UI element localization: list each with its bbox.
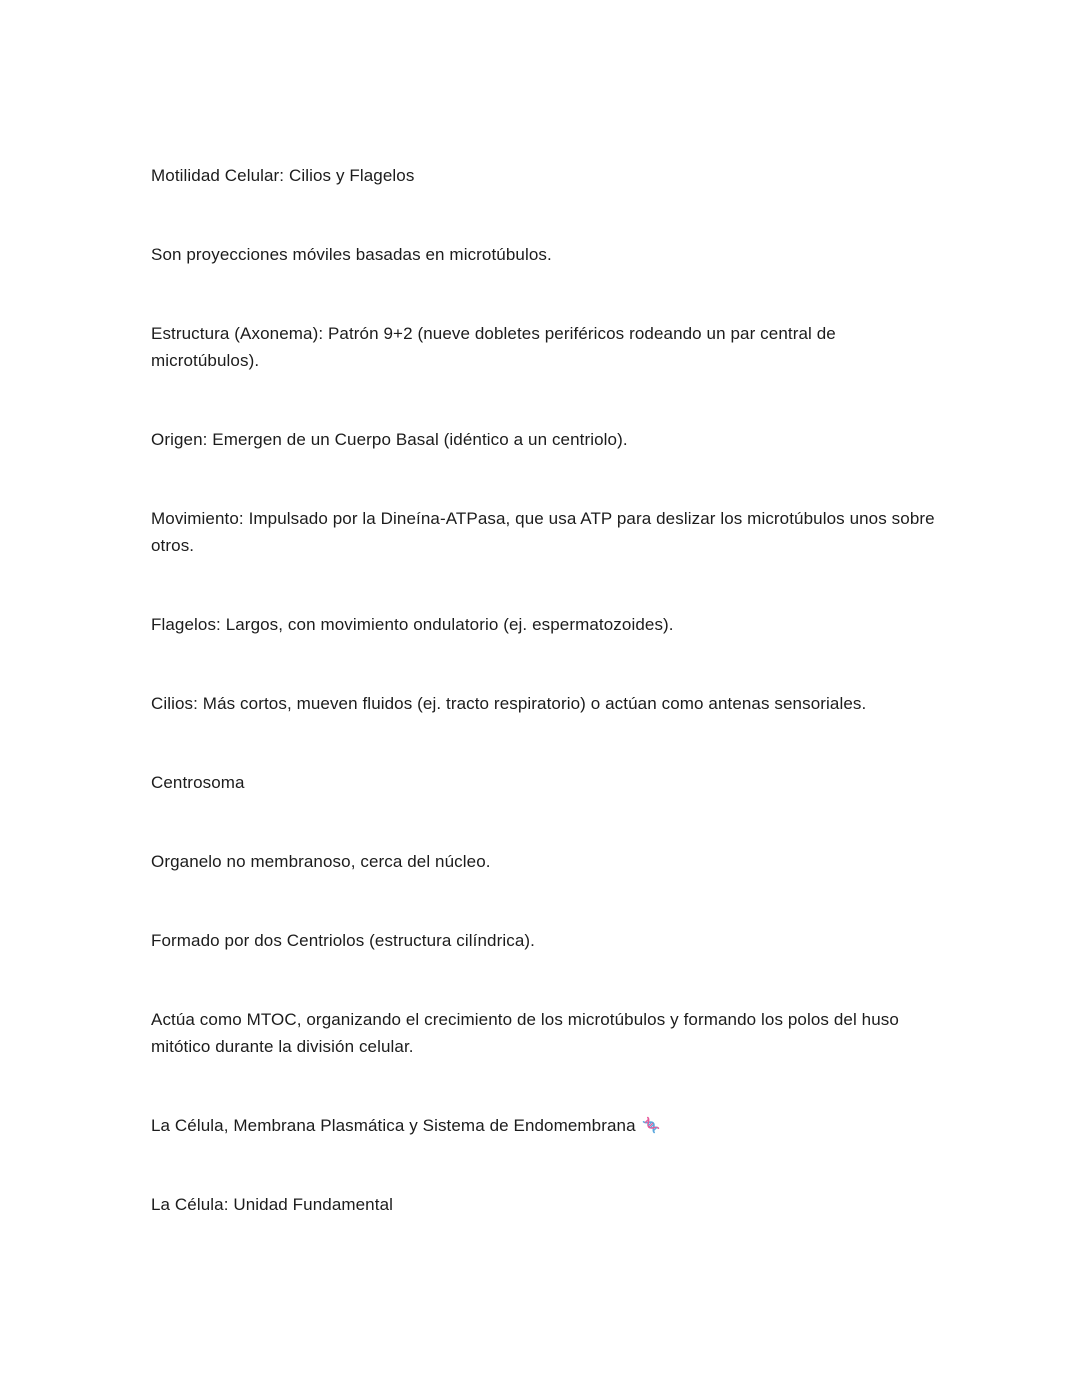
paragraph-proyecciones xyxy=(151,241,941,268)
heading-la-celula-unidad xyxy=(151,1191,941,1218)
paragraph-cilios xyxy=(151,690,941,717)
paragraph-text: La Célula: Unidad Fundamental xyxy=(151,1195,393,1214)
paragraph-movimiento xyxy=(151,505,941,559)
paragraph-text: Son proyecciones móviles basadas en microtúbulos. xyxy=(151,245,552,264)
paragraph-text: Formado por dos Centriolos (estructura cilíndrica). xyxy=(151,931,535,950)
notes-content xyxy=(151,162,941,1218)
paragraph-text: Cilios: Más cortos, mueven fluidos (ej. tracto respiratorio) o actúan como antenas sensoriales. xyxy=(151,694,867,713)
paragraph-text: Centrosoma xyxy=(151,773,245,792)
paragraph-origen xyxy=(151,426,941,453)
paragraph-organelo xyxy=(151,848,941,875)
paragraph-text: La Célula, Membrana Plasmática y Sistema de Endomembrana xyxy=(151,1116,636,1135)
paragraph-flagelos xyxy=(151,611,941,638)
paragraph-text: Estructura (Axonema): Patrón 9+2 (nueve dobletes periféricos rodeando un par central de microtúbulos). xyxy=(151,324,836,370)
heading-la-celula-membrana xyxy=(151,1112,941,1139)
heading-motilidad-celular xyxy=(151,162,941,189)
paragraph-text: Movimiento: Impulsado por la Dineína-ATPasa, que usa ATP para deslizar los microtúbulos unos sobre otros. xyxy=(151,509,935,555)
paragraph-estructura-axonema xyxy=(151,320,941,374)
paragraph-text: Actúa como MTOC, organizando el crecimiento de los microtúbulos y formando los polos del huso mitótico durante la división celular. xyxy=(151,1010,899,1056)
dna-emoji-icon xyxy=(642,1115,660,1133)
paragraph-mtoc xyxy=(151,1006,941,1060)
paragraph-centriolos xyxy=(151,927,941,954)
paragraph-text: Origen: Emergen de un Cuerpo Basal (idéntico a un centriolo). xyxy=(151,430,628,449)
paragraph-text: Motilidad Celular: Cilios y Flagelos xyxy=(151,166,415,185)
heading-centrosoma xyxy=(151,769,941,796)
paragraph-text: Organelo no membranoso, cerca del núcleo. xyxy=(151,852,491,871)
paragraph-text: Flagelos: Largos, con movimiento ondulatorio (ej. espermatozoides). xyxy=(151,615,674,634)
